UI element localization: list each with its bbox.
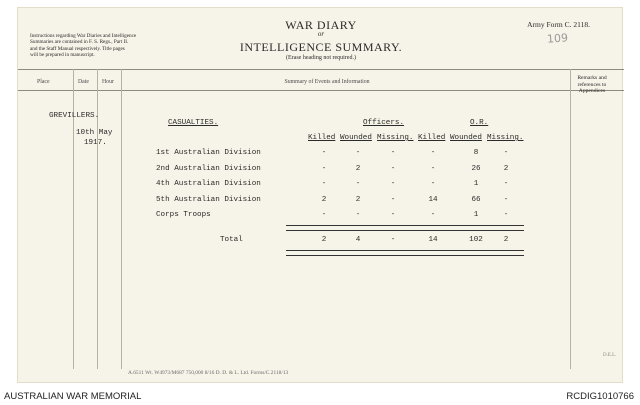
cell-value: - bbox=[355, 180, 361, 188]
total-rule-bottom bbox=[286, 250, 524, 256]
cell-value: - bbox=[390, 196, 396, 204]
entry-date-line2: 1917. bbox=[84, 139, 107, 147]
sub-header-or-wounded: Wounded bbox=[450, 134, 482, 142]
cell-value: - bbox=[355, 149, 361, 157]
row-unit-label: 5th Australian Division bbox=[156, 196, 261, 204]
caption-institution: AUSTRALIAN WAR MEMORIAL bbox=[4, 391, 142, 402]
total-value: 2 bbox=[503, 236, 509, 244]
sub-header-officers-wounded: Wounded bbox=[340, 134, 372, 142]
remarks-line: Remarks and bbox=[577, 75, 607, 81]
title-or: or bbox=[317, 30, 325, 38]
corner-stamp: D.E.L. bbox=[603, 353, 617, 358]
title-intelligence-summary: INTELLIGENCE SUMMARY. bbox=[239, 40, 403, 54]
cell-value: - bbox=[430, 165, 436, 173]
cell-value: - bbox=[503, 149, 509, 157]
sub-header-officers-killed: Killed bbox=[308, 134, 336, 142]
other-ranks-heading: O.R. bbox=[470, 119, 489, 127]
cell-value: - bbox=[503, 211, 509, 219]
entry-place: GREVILLERS. bbox=[49, 112, 100, 120]
cell-value: 14 bbox=[428, 196, 438, 204]
total-value: 14 bbox=[428, 236, 438, 244]
sub-header-officers-missing: Missing. bbox=[377, 134, 414, 142]
cell-value: - bbox=[321, 149, 327, 157]
column-header-date: Date bbox=[78, 79, 89, 85]
cell-value: - bbox=[430, 211, 436, 219]
cell-value: 2 bbox=[321, 196, 327, 204]
column-header-remarks bbox=[564, 75, 620, 95]
printer-imprint: A.6511 Wt. W4973/M687 750,000 8/16 D. D. & L. Ltd. Forms/C.2118/13 bbox=[128, 370, 289, 376]
erase-note: (Erase heading not required.) bbox=[286, 55, 356, 61]
total-label: Total bbox=[220, 236, 243, 244]
form-number: Army Form C. 2118. bbox=[527, 20, 590, 29]
column-divider bbox=[570, 69, 571, 369]
casualties-heading: CASUALTIES. bbox=[168, 119, 219, 127]
remarks-line: Appendices bbox=[578, 88, 606, 95]
total-value: - bbox=[390, 236, 396, 244]
sub-header-or-killed: Killed bbox=[418, 134, 446, 142]
remarks-line: references to bbox=[577, 81, 607, 88]
cell-value: - bbox=[430, 180, 436, 188]
sub-header-or-missing: Missing. bbox=[487, 134, 524, 142]
cell-value: - bbox=[390, 165, 396, 173]
total-rule-top bbox=[286, 225, 524, 231]
total-value: 2 bbox=[321, 236, 327, 244]
cell-value: 1 bbox=[473, 211, 479, 219]
header-rule-bottom bbox=[18, 90, 624, 91]
cell-value: - bbox=[321, 211, 327, 219]
cell-value: 2 bbox=[355, 165, 361, 173]
instructions-line: and the Staff Manual respectively. Title pages bbox=[30, 45, 125, 52]
header-rule-top bbox=[18, 69, 624, 70]
cell-value: - bbox=[321, 180, 327, 188]
pencil-page-number: 109 bbox=[546, 31, 569, 46]
instructions-line: Summaries are contained in F. S. Regs., Part II. bbox=[30, 39, 129, 46]
entry-date-line1: 10th May bbox=[76, 129, 113, 137]
cell-value: - bbox=[390, 149, 396, 157]
row-unit-label: 1st Australian Division bbox=[156, 149, 261, 157]
total-value: 102 bbox=[469, 236, 483, 244]
column-header-hour: Hour bbox=[102, 79, 114, 85]
cell-value: - bbox=[503, 196, 509, 204]
row-unit-label: Corps Troops bbox=[156, 211, 211, 219]
cell-value: 1 bbox=[473, 180, 479, 188]
row-unit-label: 2nd Australian Division bbox=[156, 165, 261, 173]
instructions-line: Instructions regarding War Diaries and Intelligence bbox=[30, 33, 137, 39]
cell-value: - bbox=[321, 165, 327, 173]
cell-value: 66 bbox=[471, 196, 481, 204]
column-header-summary: Summary of Events and Information bbox=[284, 79, 370, 85]
cell-value: 2 bbox=[503, 165, 509, 173]
cell-value: - bbox=[503, 180, 509, 188]
cell-value: - bbox=[390, 211, 396, 219]
officers-heading: Officers. bbox=[363, 119, 405, 127]
row-unit-label: 4th Australian Division bbox=[156, 180, 261, 188]
total-value: 4 bbox=[355, 236, 361, 244]
cell-value: 8 bbox=[473, 149, 479, 157]
cell-value: - bbox=[355, 211, 361, 219]
column-header-place: Place bbox=[37, 79, 50, 85]
cell-value: - bbox=[430, 149, 436, 157]
column-divider bbox=[121, 69, 122, 369]
cell-value: 26 bbox=[471, 165, 481, 173]
caption-record-id: RCDIG1010766 bbox=[566, 391, 634, 402]
instructions-line: will be prepared in manuscript. bbox=[30, 51, 95, 58]
cell-value: 2 bbox=[355, 196, 361, 204]
title-war-diary: WAR DIARY bbox=[285, 18, 357, 32]
diary-page bbox=[17, 7, 623, 383]
cell-value: - bbox=[390, 180, 396, 188]
